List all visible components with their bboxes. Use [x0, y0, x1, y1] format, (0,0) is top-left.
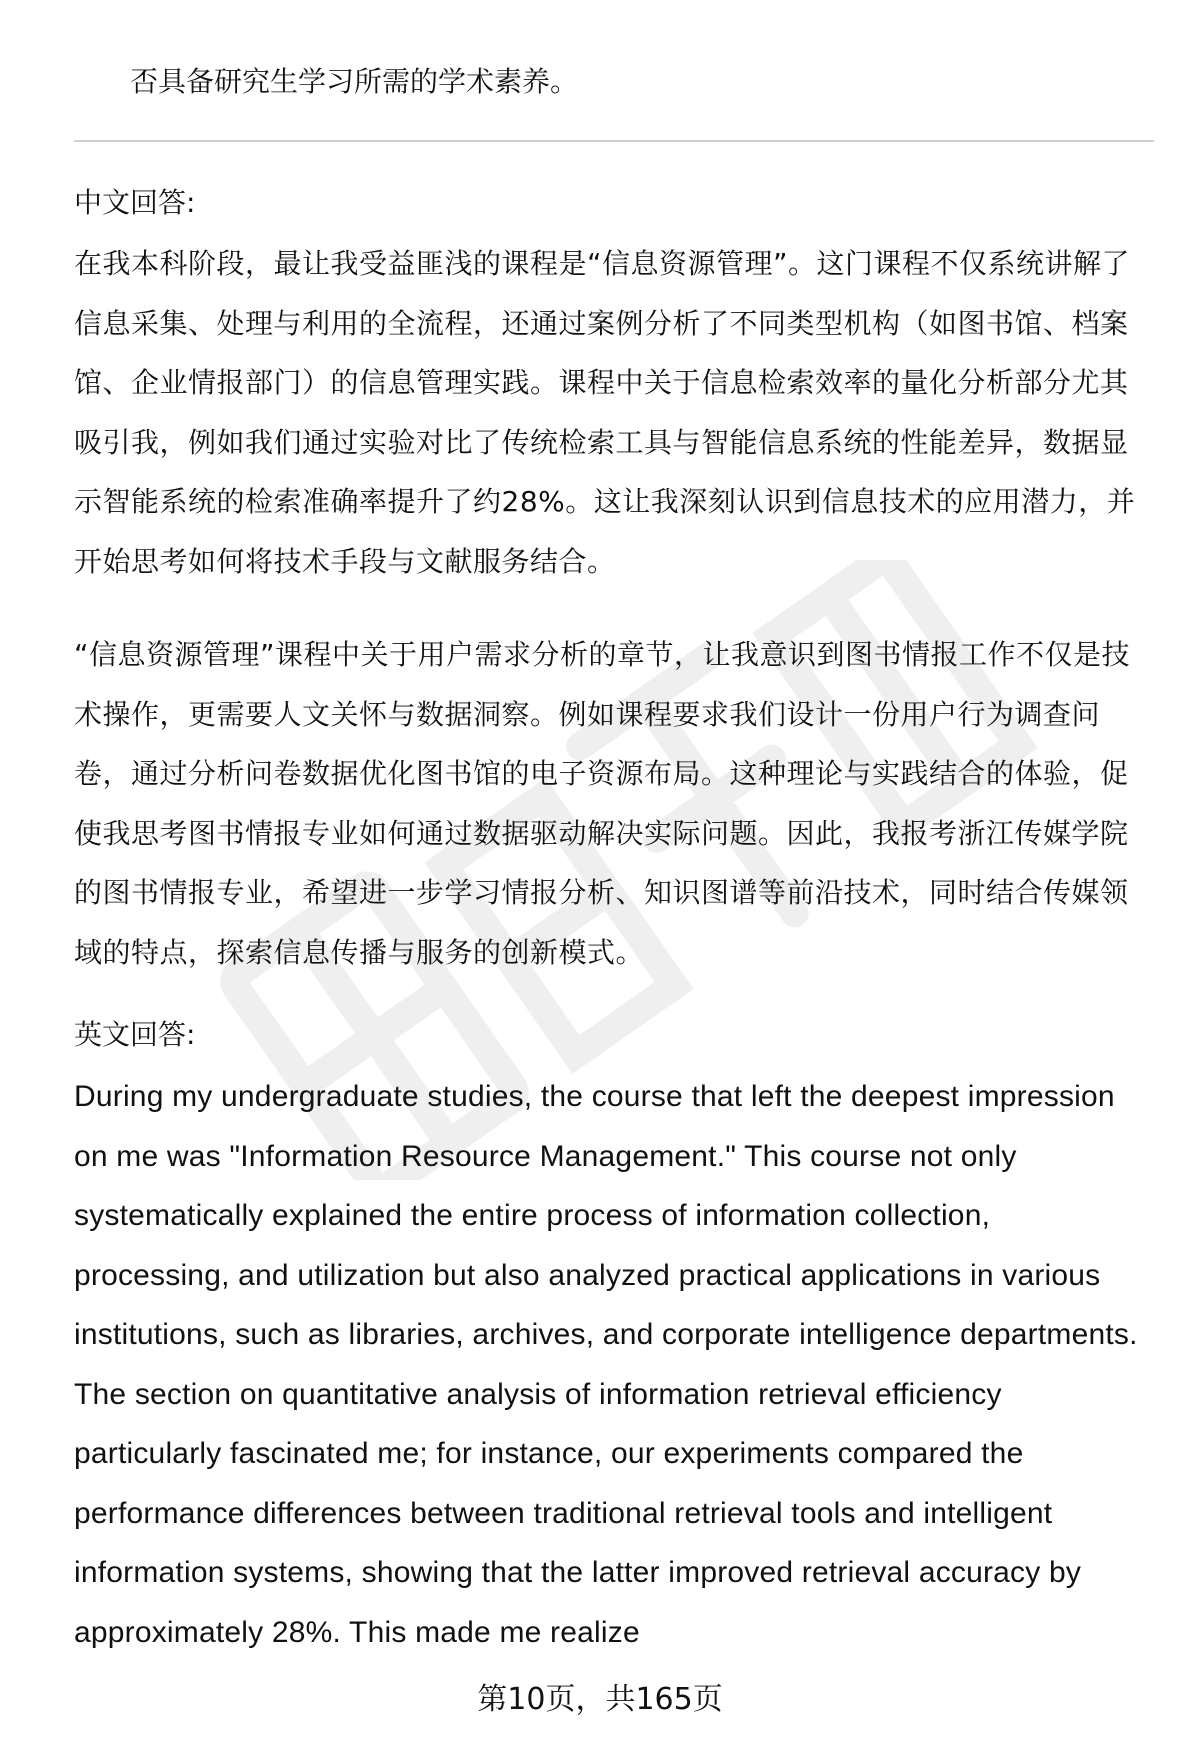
chinese-answer-label: 中文回答:: [74, 186, 196, 219]
chinese-answer-paragraph-2: “信息资源管理”课程中关于用户需求分析的章节，让我意识到图书情报工作不仅是技术操作，更需要人文关怀与数据洞察。例如课程要求我们设计一份用户行为调查问卷，通过分析问卷数据优化图书馆的电子资源布局。这种理论与实践结合的体验，促使我思考图书情报专业如何通过数据驱动解决实际问题。因此，我报考浙江传媒学院的图书情报专业，希望进一步学习情报分析、知识图谱等前沿技术，同时结合传媒领域的特点，探索信息传播与服务的创新模式。: [74, 638, 1131, 969]
english-answer-paragraph-1: During my undergraduate studies, the course that left the deepest impression on me was "Information Resource Management." This course not only systematically explained the entire process of information collection, processing, and utilization but also analyzed practical applications in various institutions, such as libraries, archives, and corporate intelligence departments. The section on quantitative analysis of information retrieval efficiency particularly fascinated me; for instance, our experiments compared the performance differences between traditional retrieval tools and intelligent information systems, showing that the latter improved retrieval accuracy by approximately 28%. This made me realize: [74, 1080, 1138, 1649]
english-answer-label: 英文回答:: [74, 1018, 196, 1051]
section-divider: [74, 140, 1154, 142]
intro-line: 否具备研究生学习所需的学术素养。: [130, 65, 579, 98]
chinese-answer-paragraph-1: 在我本科阶段，最让我受益匪浅的课程是“信息资源管理”。这门课程不仅系统讲解了信息采集、处理与利用的全流程，还通过案例分析了不同类型机构（如图书馆、档案馆、企业情报部门）的信息管理实践。课程中关于信息检索效率的量化分析部分尤其吸引我，例如我们通过实验对比了传统检索工具与智能信息系统的性能差异，数据显示智能系统的检索准确率提升了约28%。这让我深刻认识到信息技术的应用潜力，并开始思考如何将技术手段与文献服务结合。: [74, 247, 1136, 578]
page-indicator: 第10页，共165页: [477, 1682, 723, 1717]
